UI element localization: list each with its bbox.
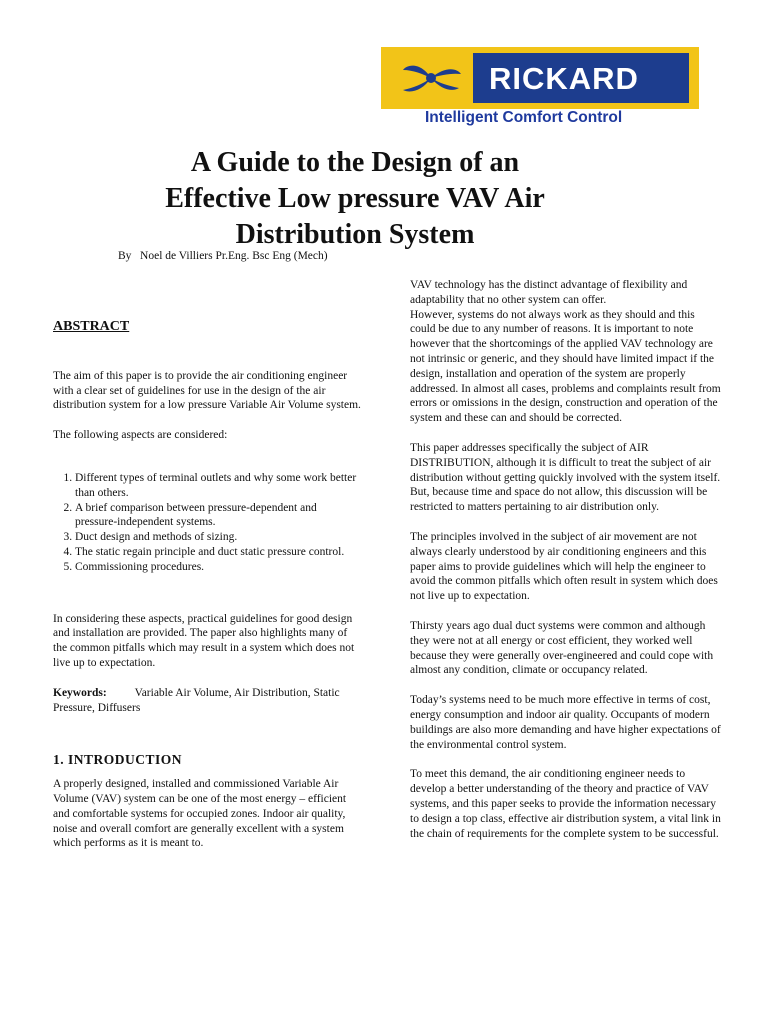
list-item: 2. A brief comparison between pressure-dependent and pressure-independent systems. — [75, 501, 361, 531]
list-item: 1. Different types of terminal outlets and why some work better than others. — [75, 471, 361, 501]
right-column — [410, 278, 722, 841]
title-line-1: A Guide to the Design of an — [190, 147, 520, 178]
keywords — [53, 686, 361, 716]
right-paragraph-1a: VAV technology has the distinct advantage of flexibility and adaptability that no other system can offer. — [410, 279, 688, 306]
abstract-paragraph-1: The aim of this paper is to provide the air conditioning engineer with a clear set of guidelines for use in the design of the air distribution system for a low pressure Variable Air Volume system. — [53, 369, 361, 412]
abstract-paragraph-2: The following aspects are considered: — [53, 429, 228, 442]
introduction-heading: 1. INTRODUCTION — [53, 752, 183, 768]
rickard-logo — [381, 47, 699, 109]
document-title — [120, 145, 590, 253]
author-byline: By Noel de Villiers Pr.Eng. Bsc Eng (Mech) — [118, 250, 328, 262]
right-paragraph-6: To meet this demand, the air conditioning engineer needs to develop a better understanding of the theory and practice of VAV systems, and this paper seeks to provide the information necessary to design a top class, effective air distribution system, a vital link in the chain of requirements for the complete system to be successful. — [410, 768, 721, 840]
keywords-label: Keywords: — [53, 686, 107, 699]
aspects-list — [53, 471, 361, 575]
abstract-paragraph-3: In considering these aspects, practical guidelines for good design and installation are provided. The paper also highlights many of the common pitfalls which may result in a system which does not live up to expectation. — [53, 612, 355, 669]
logo-banner — [389, 53, 689, 103]
list-item: 4. The static regain principle and duct static pressure control. — [75, 545, 361, 560]
title-line-3: Distribution System — [235, 219, 475, 250]
right-paragraph-4: Thirsty years ago dual duct systems were common and although they were not at all energy or cost efficient, they worked well because they were generally over-engineered and could cope with almost any condition, climate or occupancy related. — [410, 619, 714, 677]
title-line-2: Effective Low pressure VAV Air — [165, 183, 545, 214]
left-column — [53, 320, 361, 851]
tagline: Intelligent Comfort Control — [425, 109, 623, 126]
logo-brand-text: RICKARD — [489, 61, 639, 96]
rickard-fan-logo-icon — [389, 53, 477, 103]
right-paragraph-5: Today’s systems need to be much more effective in terms of cost, energy consumption and indoor air quality. Occupants of modern buildings are also more demanding and have higher expectations of the environmental control system. — [410, 694, 721, 751]
list-item: 5. Commissioning procedures. — [75, 560, 361, 575]
right-paragraph-3: The principles involved in the subject of air movement are not always clearly understood by air conditioning engineers and this paper aims to provide guidelines which will help the engineer to avoid the common pitfalls which often result in system which does not live up to expectation. — [410, 530, 718, 603]
keywords-text: Variable Air Volume, Air Distribution, Static Pressure, Diffusers — [53, 686, 340, 714]
list-item: 3. Duct design and methods of sizing. — [75, 530, 361, 545]
abstract-heading: ABSTRACT — [53, 319, 130, 334]
right-paragraph-1b: However, systems do not always work as they should and this could be due to any number of reasons. It is important to note however that the shortcomings of the applied VAV technology are not intrinsic or generic, and they should have limited impact if the design, installation and operation of the system are properly addressed. In almost all cases, problems and complaints result from errors or omissions in the design, construction and operation of the system and these can and should be corrected. — [410, 308, 721, 425]
introduction-paragraph-1: A properly designed, installed and commissioned Variable Air Volume (VAV) system can be one of the most energy – efficient and comfortable systems for occupied zones. Indoor air quality, noise and overall comfort are generally excellent with a system which performs as it is meant to. — [53, 778, 347, 850]
right-paragraph-2: This paper addresses specifically the subject of AIR DISTRIBUTION, although it is difficult to treat the subject of air distribution without getting quickly involved with the system itself. But, because time and space do not allow, this discussion will be restricted to matters pertaining to air distribution only. — [410, 441, 721, 514]
